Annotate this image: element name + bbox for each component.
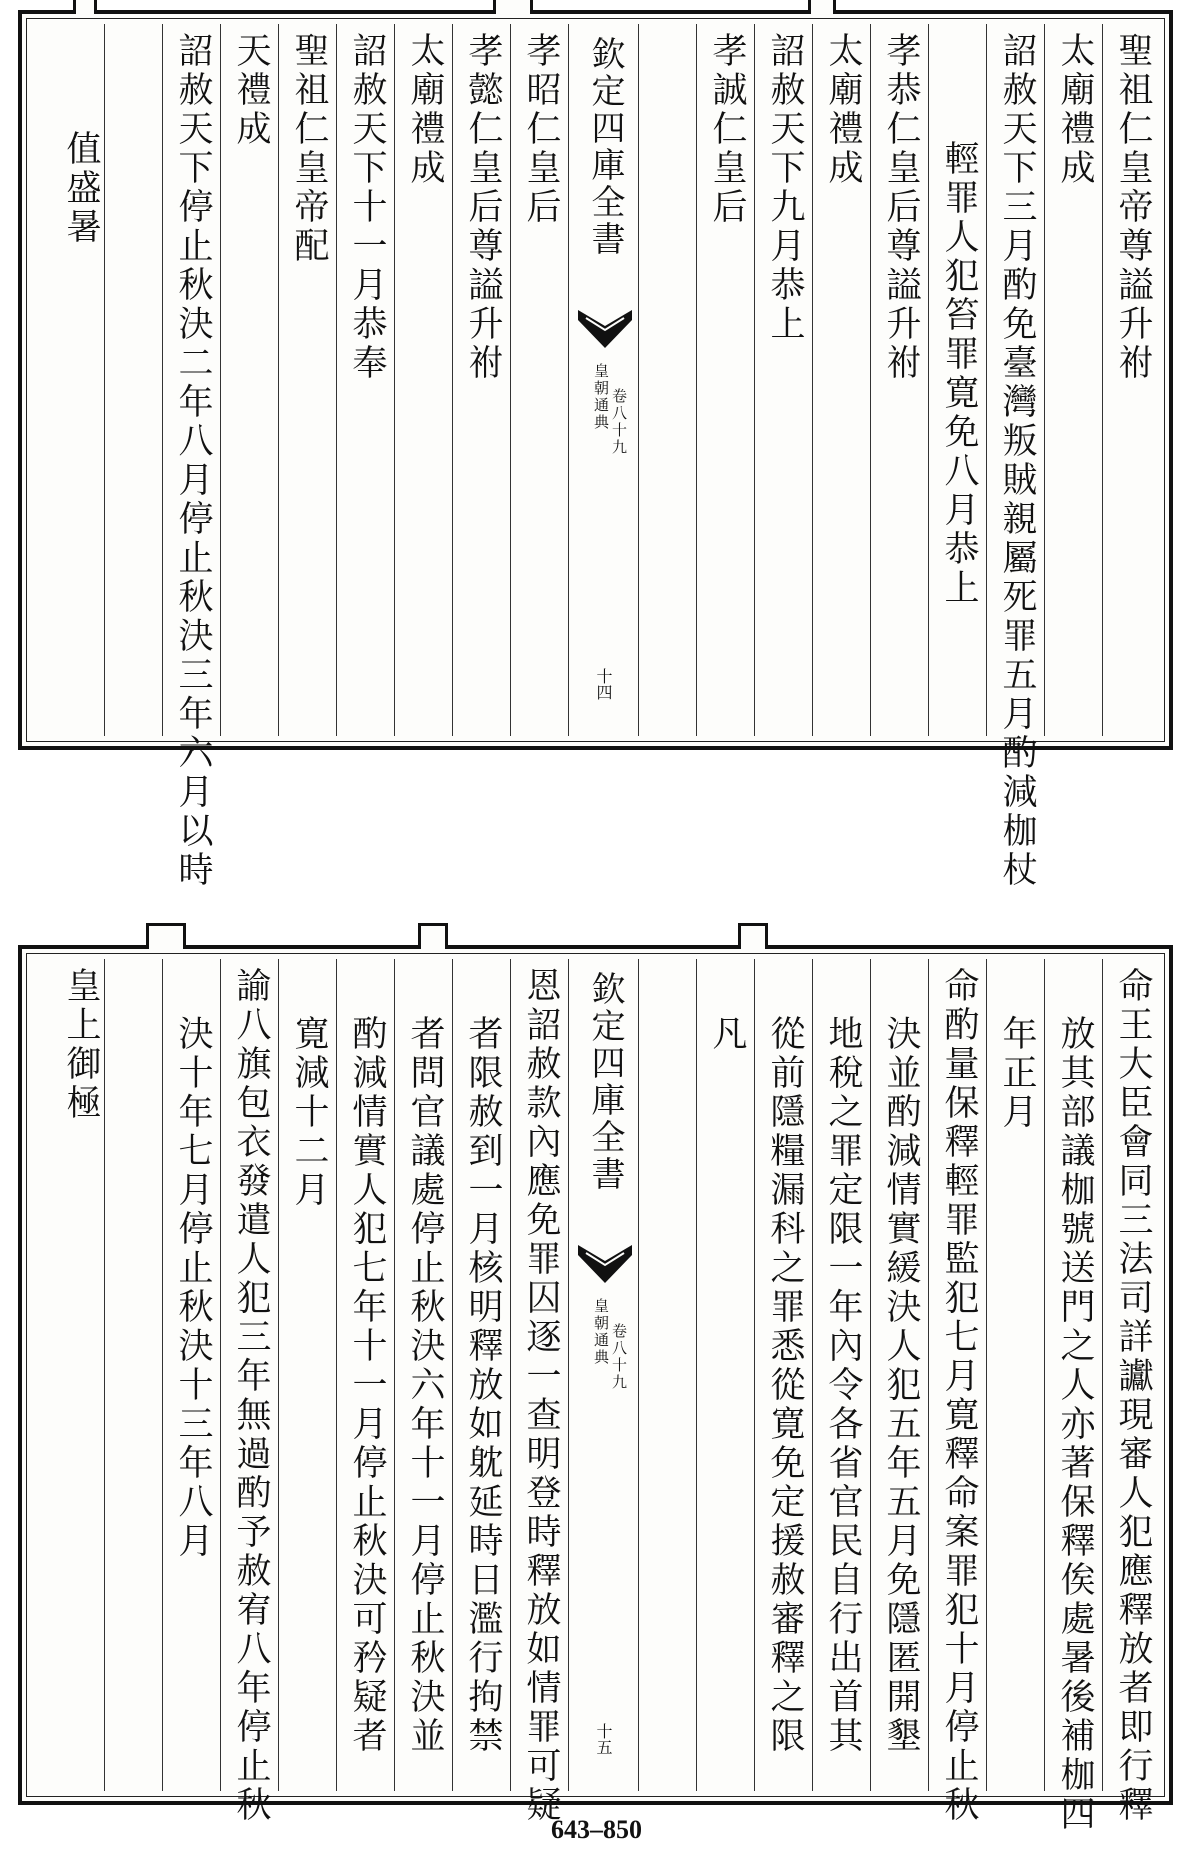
text-column: 寛減十二月 <box>289 1015 329 1210</box>
text-column: 孝懿仁皇后尊謚升祔 <box>463 32 503 383</box>
column-rule <box>278 959 279 1791</box>
fish-tail-icon <box>576 1243 634 1285</box>
center-subtitle-book: 皇朝通典 <box>592 1298 610 1366</box>
column-rule <box>696 24 697 736</box>
column-rule <box>1044 959 1045 1791</box>
column-rule <box>870 24 871 736</box>
column-rule <box>754 24 755 736</box>
center-subtitle-volume: 卷八十九 <box>610 1323 628 1391</box>
text-column: 孝誠仁皇后 <box>707 32 747 227</box>
column-rule <box>928 959 929 1791</box>
footer-page-reference: 643–850 <box>551 1815 642 1844</box>
column-rule <box>452 24 453 736</box>
text-column: 放其部議枷號送門之人亦著保釋俟處暑後補枷四 <box>1055 1015 1095 1834</box>
text-column: 決並酌減情實緩決人犯五年五月免隱匿開墾 <box>881 1015 921 1756</box>
text-column: 者限赦到一月核明釋放如躭延時日濫行拘禁 <box>463 1015 503 1756</box>
column-rule <box>812 24 813 736</box>
center-margin <box>570 18 640 738</box>
text-column: 聖祖仁皇帝配 <box>289 32 329 266</box>
center-title: 欽定四庫全書 <box>585 36 625 258</box>
border-tab <box>418 923 448 949</box>
column-rule <box>812 959 813 1791</box>
border-tab <box>493 0 533 14</box>
column-rule <box>336 24 337 736</box>
text-column: 者問官議處停止秋決六年十一月停止秋決並 <box>405 1015 445 1756</box>
column-rule <box>220 24 221 736</box>
center-margin <box>570 953 640 1793</box>
text-column: 命酌量保釋輕罪監犯七月寛釋命案罪犯十月停止秋 <box>939 967 979 1825</box>
column-rule <box>870 959 871 1791</box>
text-column: 皇上御極 <box>61 967 101 1123</box>
text-column: 酌減情實人犯七年十一月停止秋決可矜疑者 <box>347 1015 387 1756</box>
column-rule <box>162 959 163 1791</box>
column-rule <box>568 959 569 1791</box>
text-column: 詔赦天下十一月恭奉 <box>347 32 387 383</box>
text-column: 從前隱糧漏科之罪悉從寛免定援赦審釋之限 <box>765 1015 805 1756</box>
text-column: 太廟禮成 <box>823 32 863 188</box>
text-column: 諭八旗包衣發遣人犯三年無過酌予赦宥八年停止秋 <box>231 967 271 1825</box>
border-tab <box>738 923 768 949</box>
column-rule <box>394 24 395 736</box>
text-column: 詔赦天下九月恭上 <box>765 32 805 344</box>
center-title: 欽定四庫全書 <box>585 971 625 1193</box>
text-column: 凡 <box>707 1015 747 1054</box>
text-column: 恩詔赦款內應免罪囚逐一查明登時釋放如情罪可疑 <box>521 967 561 1825</box>
column-rule <box>568 24 569 736</box>
column-rule <box>510 24 511 736</box>
column-rule <box>278 24 279 736</box>
text-column: 詔赦天下三月酌免臺灣叛賊親屬死罪五月酌減枷杖 <box>997 32 1037 890</box>
column-rule <box>394 959 395 1791</box>
center-subtitle-book: 皇朝通典 <box>592 363 610 431</box>
fish-tail-icon <box>576 308 634 350</box>
column-rule <box>220 959 221 1791</box>
text-column: 太廟禮成 <box>1055 32 1095 188</box>
text-column: 孝恭仁皇后尊謚升祔 <box>881 32 921 383</box>
border-tab <box>808 0 836 14</box>
text-column: 詔赦天下停止秋決二年八月停止秋決三年六月以時 <box>173 32 213 890</box>
text-column: 決十年七月停止秋決十三年八月 <box>173 1015 213 1561</box>
text-column: 年正月 <box>997 1015 1037 1132</box>
text-column: 天禮成 <box>231 32 271 149</box>
column-rule <box>510 959 511 1791</box>
text-column: 輕罪人犯笞罪寛免八月恭上 <box>939 140 979 608</box>
text-column: 太廟禮成 <box>405 32 445 188</box>
center-subtitle-volume: 卷八十九 <box>610 388 628 456</box>
column-rule <box>452 959 453 1791</box>
border-tab <box>146 923 186 949</box>
column-rule <box>162 24 163 736</box>
column-rule <box>336 959 337 1791</box>
text-column: 值盛暑 <box>61 130 101 247</box>
column-rule <box>928 24 929 736</box>
center-page-number: 十五 <box>594 1723 613 1755</box>
column-rule <box>986 959 987 1791</box>
center-page-number: 十四 <box>594 668 613 700</box>
column-rule <box>104 959 105 1791</box>
column-rule <box>696 959 697 1791</box>
column-rule <box>754 959 755 1791</box>
border-tab <box>73 0 97 14</box>
column-rule <box>986 24 987 736</box>
column-rule <box>1102 24 1103 736</box>
text-column: 地稅之罪定限一年內令各省官民自行出首其 <box>823 1015 863 1756</box>
top-page <box>18 10 1173 890</box>
column-rule <box>1044 24 1045 736</box>
column-rule <box>1102 959 1103 1791</box>
text-column: 命王大臣會同三法司詳讞現審人犯應釋放者即行釋 <box>1113 967 1153 1825</box>
text-column: 孝昭仁皇后 <box>521 32 561 227</box>
text-column: 聖祖仁皇帝尊謚升祔 <box>1113 32 1153 383</box>
column-rule <box>104 24 105 736</box>
